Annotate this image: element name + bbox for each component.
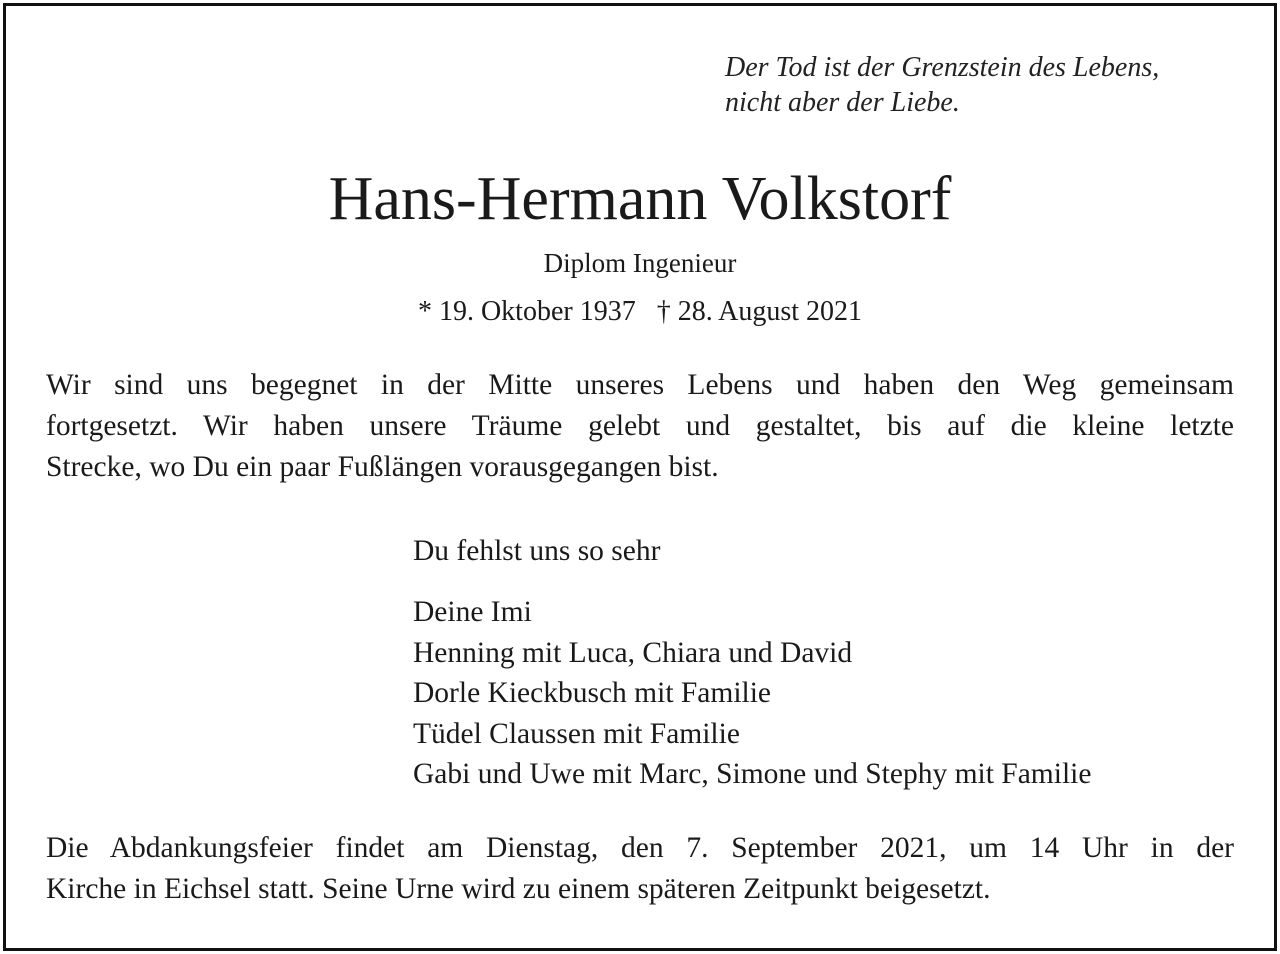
mourners-list [413, 592, 1091, 795]
death-date: † 28. August 2021 [656, 296, 863, 327]
message-line-3: Strecke, wo Du ein paar Fußlängen vorausgegangen bist. [46, 451, 719, 483]
ceremony-line-1: Die Abdankungsfeier findet am Dienstag, den 7. September 2021, um 14 Uhr in der [46, 832, 1234, 864]
life-dates [0, 295, 1280, 329]
mourner-2: Henning mit Luca, Chiara und David [413, 636, 853, 669]
mourner-3: Dorle Kieckbusch mit Familie [413, 677, 772, 709]
ceremony-line-2: Kirche in Eichsel statt. Seine Urne wird zu einem späteren Zeitpunkt beigesetzt. [46, 873, 991, 905]
motto-quote [725, 50, 1159, 120]
deceased-name: Hans-Hermann Volkstorf [328, 165, 952, 233]
message-paragraph [46, 365, 1234, 488]
motto-line-2: nicht aber der Liebe. [725, 87, 960, 118]
mourner-5: Gabi und Uwe mit Marc, Simone und Stephy mit Familie [413, 758, 1092, 790]
deceased-title: Diplom Ingenieur [543, 248, 737, 278]
message-line-1: Wir sind uns begegnet in der Mitte unseres Lebens und haben den Weg gemeinsam [46, 369, 1234, 401]
signoff: Du fehlst uns so sehr [413, 535, 661, 567]
message-line-2: fortgesetzt. Wir haben unsere Träume gelebt und gestaltet, bis auf die kleine letzte [46, 410, 1234, 442]
birth-date: * 19. Oktober 1937 [417, 296, 636, 327]
motto-line-1: Der Tod ist der Grenzstein des Lebens, [725, 52, 1160, 83]
ceremony-paragraph [46, 828, 1234, 910]
mourner-1: Deine Imi [413, 596, 532, 628]
mourner-4: Tüdel Claussen mit Familie [413, 717, 740, 750]
